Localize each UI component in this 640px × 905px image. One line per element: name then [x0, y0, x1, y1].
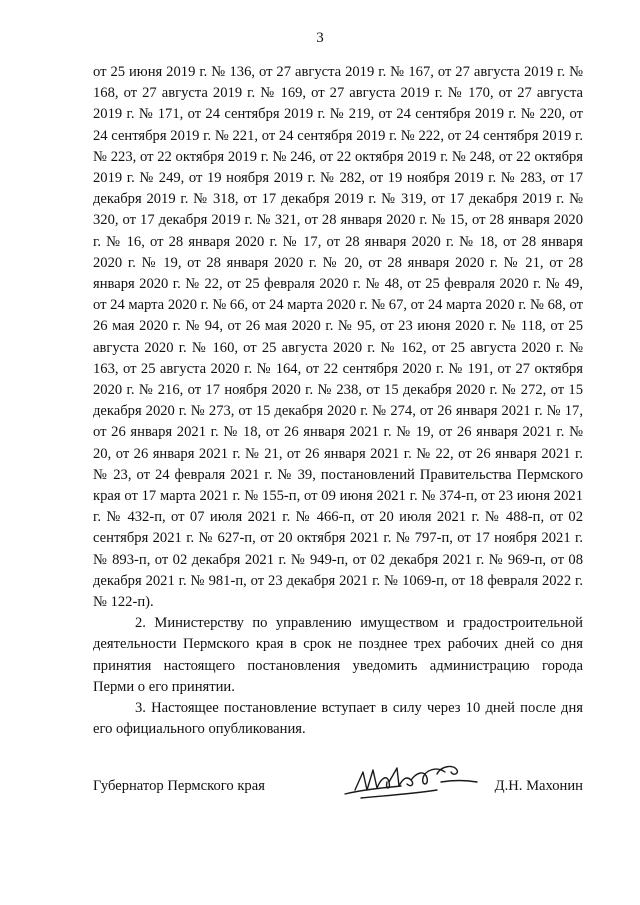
document-body [93, 62, 583, 741]
page-number: 3 [316, 30, 324, 46]
paragraph-continuation: от 25 июня 2019 г. № 136, от 27 августа 2019 г. № 167, от 27 августа 2019 г. № 168, от 27 августа 2019 г. № 169, от 27 августа 2019 г. № 170, от 27 августа 2019 г. № 171, от 24 сентября 2019 г. № 219, от 24 сентября 2019 г. № 220, от 24 сентября 2019 г. № 221, от 24 сентября 2019 г. № 222, от 24 сентября 2019 г. № 223, от 22 октября 2019 г. № 246, от 22 октября 2019 г. № 248, от 22 октября 2019 г. № 249, от 19 ноября 2019 г. № 282, от 19 ноября 2019 г. № 283, от 17 декабря 2019 г. № 318, от 17 декабря 2019 г. № 319, от 17 декабря 2019 г. № 320, от 17 декабря 2019 г. № 321, от 28 января 2020 г. № 15, от 28 января 2020 г. № 16, от 28 января 2020 г. № 17, от 28 января 2020 г. № 18, от 28 января 2020 г. № 19, от 28 января 2020 г. № 20, от 28 января 2020 г. № 21, от 28 января 2020 г. № 22, от 25 февраля 2020 г. № 48, от 25 февраля 2020 г. № 49, от 24 марта 2020 г. № 66, от 24 марта 2020 г. № 67, от 24 марта 2020 г. № 68, от 26 мая 2020 г. № 94, от 26 мая 2020 г. № 95, от 23 июня 2020 г. № 118, от 25 августа 2020 г. № 160, от 25 августа 2020 г. № 162, от 25 августа 2020 г. № 163, от 25 августа 2020 г. № 164, от 22 сентября 2020 г. № 191, от 27 октября 2020 г. № 216, от 17 ноября 2020 г. № 238, от 15 декабря 2020 г. № 272, от 15 декабря 2020 г. № 273, от 15 декабря 2020 г. № 274, от 26 января 2021 г. № 17, от 26 января 2021 г. № 18, от 26 января 2021 г. № 19, от 26 января 2021 г. № 20, от 26 января 2021 г. № 21, от 26 января 2021 г. № 22, от 26 января 2021 г. № 23, от 24 февраля 2021 г. № 39, постановлений Правительства Пермского края от 17 марта 2021 г. № 155-п, от 09 июня 2021 г. № 374-п, от 23 июня 2021 г. № 432-п, от 07 июля 2021 г. № 466-п, от 20 июля 2021 г. № 488-п, от 02 сентября 2021 г. № 627-п, от 20 октября 2021 г. № 797-п, от 17 ноября 2021 г. № 893-п, от 02 декабря 2021 г. № 949-п, от 02 декабря 2021 г. № 969-п, от 08 декабря 2021 г. № 981-п, от 23 декабря 2021 г. № 1069-п, от 18 февраля 2022 г. № 122-п). [93, 64, 583, 611]
paragraph-item-2: 2. Министерству по управлению имуществом и градостроительной деятельности Пермского края в срок не позднее трех рабочих дней со дня принятия настоящего постановления уведомить администрацию города Перми о его принятии. [93, 615, 583, 695]
signer-title: Губернатор Пермского края [93, 778, 265, 794]
paragraph-item-3: 3. Настоящее постановление вступает в силу через 10 дней после дня его официального опубликования. [93, 700, 583, 738]
handwritten-signature [341, 760, 481, 806]
signature-block [93, 760, 583, 810]
signer-name: Д.Н. Махонин [494, 778, 583, 794]
